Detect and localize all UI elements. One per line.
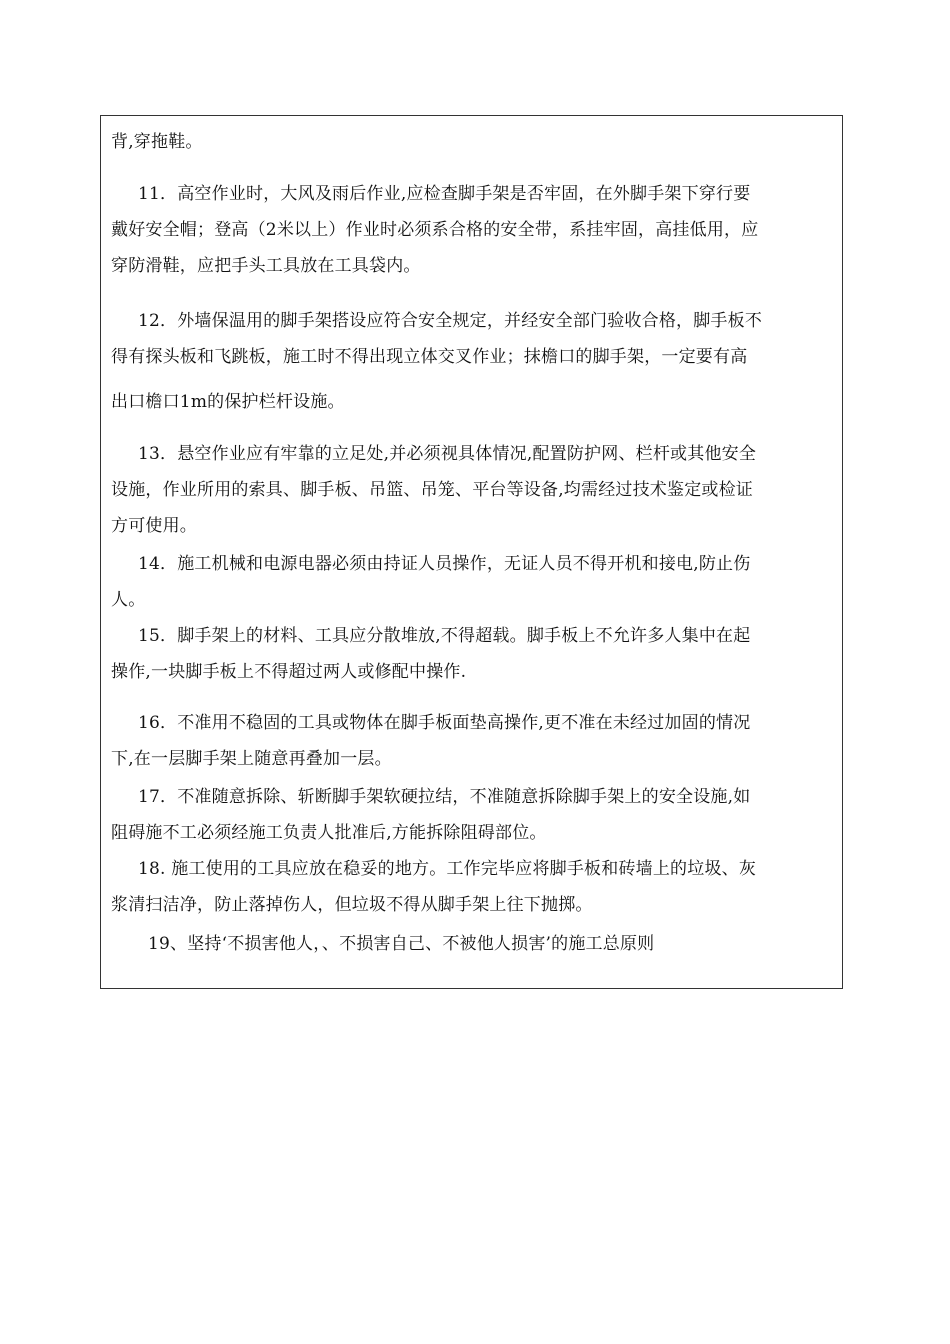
text-line: 下,在一层脚手架上随意再叠加一层。: [111, 749, 392, 769]
document-frame: [100, 115, 843, 989]
text-line: 穿防滑鞋，应把手头工具放在工具袋内。: [111, 256, 421, 276]
text-line: 出口檐口1m的保护栏杆设施。: [111, 392, 345, 412]
text-line: 14．施工机械和电源电器必须由持证人员操作，无证人员不得开机和接电,防止伤: [138, 554, 751, 574]
text-line: 15．脚手架上的材料、工具应分散堆放,不得超载。脚手板上不允许多人集中在起: [138, 626, 751, 646]
text-line: 戴好安全帽；登高（2米以上）作业时必须系合格的安全带，系挂牢固，高挂低用，应: [111, 220, 759, 240]
text-line: 浆清扫洁净，防止落掉伤人，但垃圾不得从脚手架上往下抛掷。: [111, 895, 593, 915]
text-line: 背,穿拖鞋。: [111, 132, 203, 152]
text-line: 设施，作业所用的索具、脚手板、吊篮、吊笼、平台等设备,均需经过技术鉴定或检证: [111, 480, 754, 500]
text-line: 19、坚持‘不损害他人，、不损害自己、不被他人损害’的施工总原则: [148, 934, 655, 954]
text-line: 人。: [111, 590, 146, 610]
text-line: 13．悬空作业应有牢靠的立足处,并必须视具体情况,配置防护网、栏杆或其他安全: [138, 444, 757, 464]
text-line: 16．不准用不稳固的工具或物体在脚手板面垫高操作,更不准在未经过加固的情况: [138, 713, 751, 733]
text-line: 11．高空作业时，大风及雨后作业,应检查脚手架是否牢固，在外脚手架下穿行要: [138, 184, 751, 204]
text-line: 操作,一块脚手板上不得超过两人或修配中操作.: [111, 662, 467, 682]
text-line: 阻碍施不工必须经施工负责人批准后,方能拆除阻碍部位。: [111, 823, 547, 843]
text-line: 方可使用。: [111, 516, 197, 536]
text-line: 得有探头板和飞跳板，施工时不得出现立体交叉作业；抹檐口的脚手架，一定要有高: [111, 347, 748, 367]
text-line: 12．外墙保温用的脚手架搭设应符合安全规定，并经安全部门验收合格，脚手板不: [138, 311, 763, 331]
text-line: 17．不准随意拆除、斩断脚手架软硬拉结，不准随意拆除脚手架上的安全设施,如: [138, 787, 751, 807]
text-line: 18. 施工使用的工具应放在稳妥的地方。工作完毕应将脚手板和砖墙上的垃圾、灰: [138, 859, 757, 879]
